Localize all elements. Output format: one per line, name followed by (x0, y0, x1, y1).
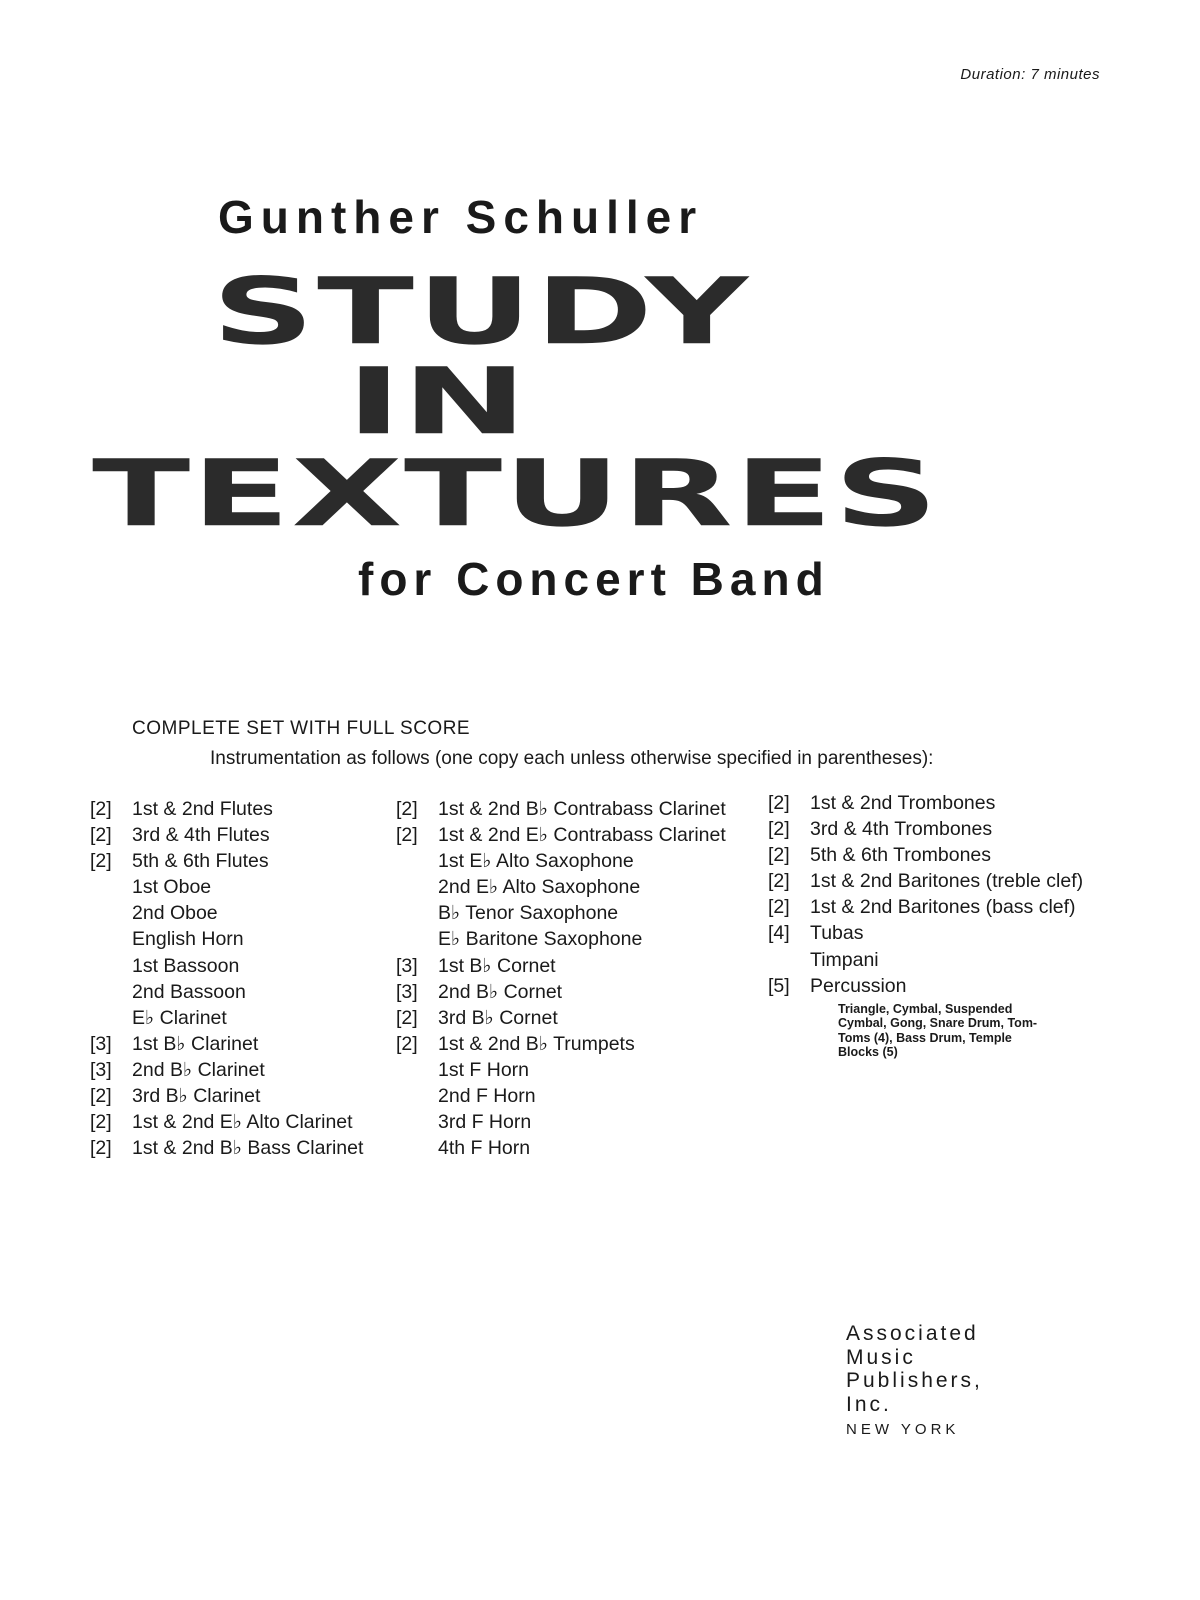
instrument-row (396, 848, 726, 874)
instrument-row (396, 1005, 726, 1031)
instrument-count (396, 900, 438, 926)
instrument-name: 2nd B♭ Clarinet (132, 1058, 265, 1081)
instrument-row (396, 874, 726, 900)
instrument-name: 1st Oboe (132, 876, 212, 899)
instrument-name: 2nd B♭ Cornet (438, 980, 563, 1003)
instrument-count (396, 848, 438, 874)
instrument-count (90, 1005, 132, 1031)
instrument-row (90, 926, 363, 952)
instrument-name: 3rd B♭ Clarinet (132, 1085, 261, 1108)
instrument-name: Percussion (810, 974, 907, 997)
subtitle: for Concert Band (358, 553, 830, 605)
composer-name: Gunther Schuller (218, 191, 704, 243)
instrument-row (768, 790, 1083, 816)
instrument-count: [2] (90, 824, 112, 847)
instrument-count: [5] (768, 974, 790, 997)
instrument-row (90, 953, 363, 979)
instrument-name: 1st & 2nd Baritones (treble clef) (810, 870, 1084, 893)
instrument-row (90, 1109, 363, 1135)
instrument-row (90, 848, 363, 874)
publisher-line: Associated (846, 1322, 979, 1345)
instrument-name: 1st Bassoon (132, 954, 240, 977)
instrument-count (396, 1083, 438, 1109)
publisher-line: Inc. (846, 1392, 892, 1416)
instrument-count: [3] (396, 980, 418, 1003)
instrument-count: [2] (768, 818, 790, 841)
instrument-column-2 (396, 796, 726, 1161)
instrument-count (90, 874, 132, 900)
instrument-column-1 (90, 796, 363, 1161)
instrument-name: E♭ Clarinet (132, 1006, 227, 1029)
publisher-block (846, 1322, 983, 1442)
instrument-row (768, 973, 1083, 999)
instrument-name: 1st & 2nd E♭ Contrabass Clarinet (438, 824, 726, 847)
instrument-row (396, 822, 726, 848)
instrument-name: 1st & 2nd Baritones (bass clef) (810, 896, 1076, 919)
instrument-row (396, 1031, 726, 1057)
instrument-name: 1st E♭ Alto Saxophone (438, 850, 634, 873)
instrument-count: [2] (768, 844, 790, 867)
instrument-name: 3rd & 4th Trombones (810, 818, 993, 841)
instrument-count: [2] (90, 1137, 112, 1160)
instrument-name: B♭ Tenor Saxophone (438, 902, 619, 925)
instrument-row (90, 796, 363, 822)
instrument-row (90, 1083, 363, 1109)
percussion-note: Triangle, Cymbal, Suspended Cymbal, Gong, Snare Drum, Tom-Toms (4), Bass Drum, Temple Blocks (5) (838, 1001, 1038, 1060)
instrument-row (90, 822, 363, 848)
instrument-row (396, 900, 726, 926)
instrument-name: Tubas (810, 922, 864, 945)
instrument-count (90, 900, 132, 926)
instrument-count: [2] (396, 824, 418, 847)
instrument-name: 2nd Bassoon (132, 980, 246, 1003)
instrument-count: [2] (768, 792, 790, 814)
instrument-row (90, 1031, 363, 1057)
publisher-line: Publishers, (846, 1369, 983, 1392)
instrument-name: 2nd E♭ Alto Saxophone (438, 876, 641, 899)
instrument-count: [2] (768, 870, 790, 893)
instrument-name: 1st & 2nd B♭ Trumpets (438, 1032, 635, 1055)
duration-note: Duration: 7 minutes (960, 66, 1100, 83)
instrument-name: 1st & 2nd B♭ Contrabass Clarinet (438, 798, 726, 820)
instrument-count: [2] (90, 1085, 112, 1108)
instrument-count: [2] (90, 850, 112, 873)
instrument-row (768, 894, 1083, 920)
instrument-count: [2] (396, 798, 418, 820)
instrument-row (396, 796, 726, 822)
instrument-count: [3] (90, 1058, 112, 1081)
instrument-row (90, 1057, 363, 1083)
instrument-name: 3rd F Horn (438, 1111, 532, 1134)
instrument-name: 1st F Horn (438, 1058, 530, 1081)
instrument-count (396, 874, 438, 900)
instrument-name: 5th & 6th Flutes (132, 850, 269, 873)
instrument-name: 1st & 2nd Trombones (810, 792, 996, 814)
instrument-row (396, 1057, 726, 1083)
instrument-count (768, 947, 810, 973)
instrument-count: [3] (90, 1032, 112, 1055)
instrument-name: English Horn (132, 928, 244, 951)
instrument-name: 3rd & 4th Flutes (132, 824, 270, 847)
publisher-city: NEW YORK (846, 1421, 960, 1438)
instrument-row (90, 874, 363, 900)
instrument-row (768, 947, 1083, 973)
instrument-row (396, 979, 726, 1005)
instrument-name: 4th F Horn (438, 1137, 531, 1160)
instrument-count: [4] (768, 922, 790, 945)
instrument-count: [2] (396, 1006, 418, 1029)
instrument-count: [2] (90, 798, 112, 820)
instrument-count (90, 979, 132, 1005)
instrument-row (90, 1135, 363, 1161)
instrument-count: [2] (90, 1111, 112, 1134)
instrument-name: 1st B♭ Cornet (438, 954, 556, 977)
instrument-row (396, 1135, 726, 1161)
instrument-name: 5th & 6th Trombones (810, 844, 992, 867)
instrument-count (396, 1135, 438, 1161)
instrument-row (396, 1109, 726, 1135)
instrument-name: 1st & 2nd E♭ Alto Clarinet (132, 1111, 353, 1134)
instrument-count (90, 953, 132, 979)
instrument-count: [2] (768, 896, 790, 919)
instrument-name: E♭ Baritone Saxophone (438, 928, 643, 951)
instrument-row (768, 868, 1083, 894)
instrument-row (396, 926, 726, 952)
instrument-name: 1st B♭ Clarinet (132, 1032, 259, 1055)
title-line-3: TEXTURES (92, 439, 940, 548)
instrument-count: [2] (396, 1032, 418, 1055)
instrument-count (90, 926, 132, 952)
instrument-row (768, 816, 1083, 842)
instrument-row (396, 953, 726, 979)
instrument-row (90, 1005, 363, 1031)
instrument-name: 2nd Oboe (132, 902, 218, 925)
instrument-row (768, 920, 1083, 946)
instrument-row (768, 842, 1083, 868)
instrumentation-note: Instrumentation as follows (one copy each unless otherwise specified in parentheses): (210, 748, 934, 769)
title-line-1: STUDY (212, 257, 752, 366)
instrument-name: 3rd B♭ Cornet (438, 1006, 558, 1029)
publisher-line: Music (846, 1345, 916, 1369)
instrument-name: 1st & 2nd B♭ Bass Clarinet (132, 1137, 364, 1160)
set-heading: COMPLETE SET WITH FULL SCORE (132, 718, 471, 739)
instrument-count: [3] (396, 954, 418, 977)
instrument-row (90, 979, 363, 1005)
instrument-column-3 (768, 790, 1083, 1060)
instrument-row (396, 1083, 726, 1109)
instrument-name: 2nd F Horn (438, 1085, 536, 1108)
instrument-name: Timpani (810, 948, 879, 971)
instrument-count (396, 1109, 438, 1135)
instrument-name: 1st & 2nd Flutes (132, 798, 273, 820)
instrument-row (90, 900, 363, 926)
instrument-count (396, 926, 438, 952)
title-line-2: IN (346, 347, 528, 456)
instrument-count (396, 1057, 438, 1083)
